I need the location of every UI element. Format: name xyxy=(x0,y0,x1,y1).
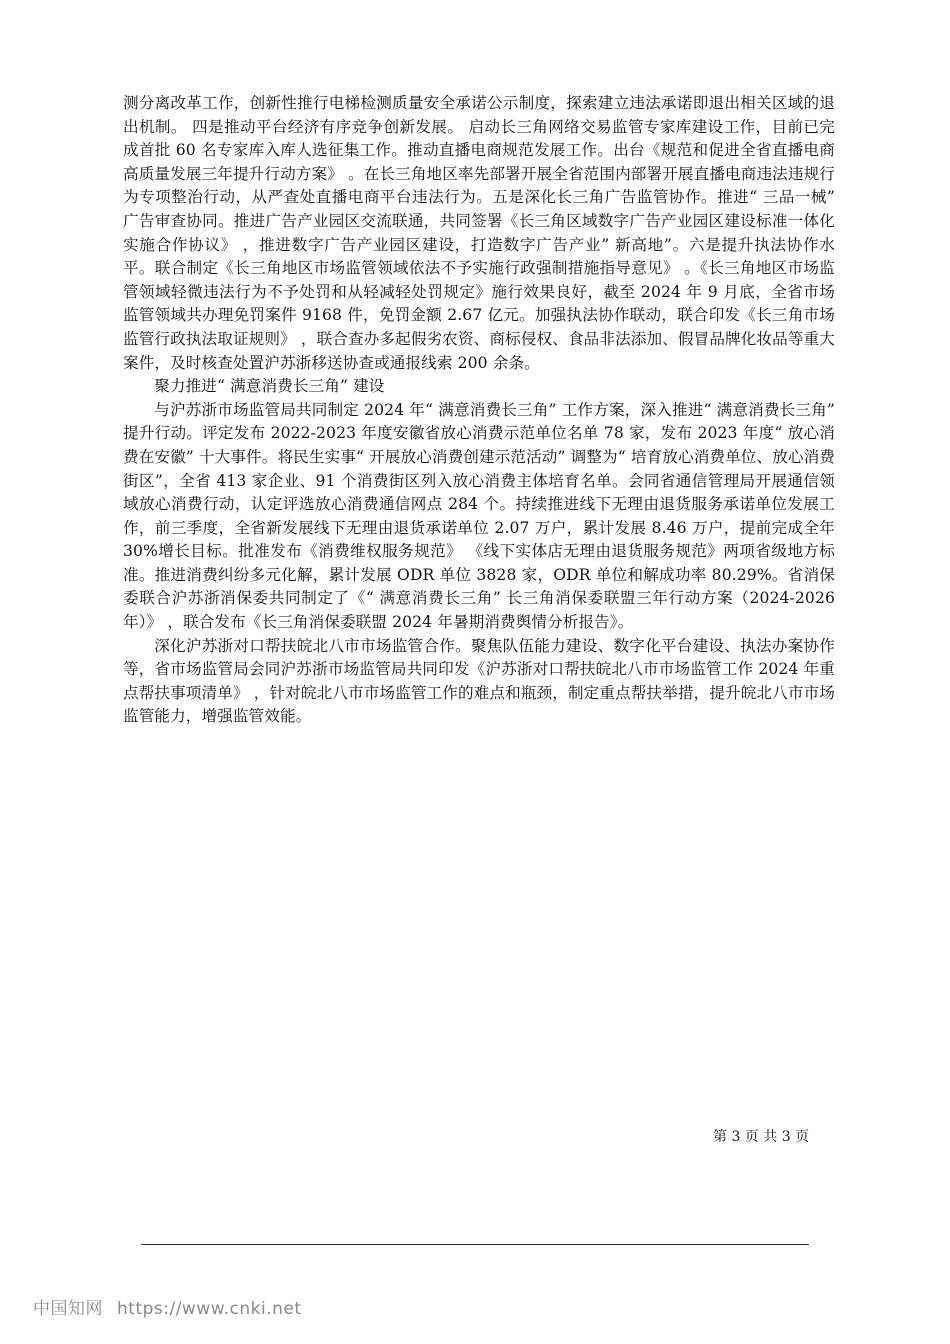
footer-divider xyxy=(141,1244,809,1245)
brand-name: 中国知网 xyxy=(33,1299,103,1319)
body-text xyxy=(123,92,835,729)
site-url[interactable]: https://www.cnki.net xyxy=(117,1299,302,1319)
paragraph: 与沪苏浙市场监管局共同制定 2024 年“ 满意消费长三角” 工作方案，深入推进“ 满意消费长三角” 提升行动。评定发布 2022-2023 年度安徽省放心消费示范单位名单 78 家，发布 2023 年度“ 放心消费在安徽” 十大事件。将民生实事“ 开展放心消费创建示范活动” 调整为“ 培育放心消费单位、放心消费街区”，全省 413 家企业、91 个消费街区列入放心消费主体培育名单。会同省通信管理局开展通信领域放心消费行动，认定评选放心消费通信网点 284 个。持续推进线下无理由退货服务承诺单位发展工作，前三季度，全省新发展线下无理由退货承诺单位 2.07 万户，累计发展 8.46 万户，提前完成全年 30%增长目标。批准发布《消费维权服务规范》 《线下实体店无理由退货服务规范》两项省级地方标准。推进消费纠纷多元化解，累计发展 ODR 单位 3828 家，ODR 单位和解成功率 80.29%。省消保委联合沪苏浙消保委共同制定了《“ 满意消费长三角” 长三角消保委联盟三年行动方案（2024-2026 年）》 ，联合发布《长三角消保委联盟 2024 年暑期消费舆情分析报告》。 xyxy=(123,400,835,632)
footer-watermark xyxy=(33,1294,301,1319)
paragraph: 测分离改革工作，创新性推行电梯检测质量安全承诺公示制度，探索建立违法承诺即退出相关区域的退出机制。 四是推动平台经济有序竞争创新发展。 启动长三角网络交易监管专家库建设工作，目前已完成首批 60 名专家库入库人选征集工作。推动直播电商规范发展工作。出台《规范和促进全省直播电商高质量发展三年提升行动方案》 。在长三角地区率先部署开展全省范围内部署开展直播电商违法违规行为专项整治行动，从严查处直播电商平台违法行为。五是深化长三角广告监管协作。推进“ 三品一械” 广告审查协同。推进广告产业园区交流联通，共同签署《长三角区域数字广告产业园区建设标准一体化实施合作协议》 ，推进数字广告产业园区建设，打造数字广告产业” 新高地”。六是提升执法协作水平。联合制定《长三角地区市场监管领域依法不予实施行政强制措施指导意见》 。《长三角地区市场监管领域轻微违法行为不予处罚和从轻减轻处罚规定》施行效果良好，截至 2024 年 9 月底，全省市场监管领域共办理免罚案件 9168 件，免罚金额 2.67 亿元。加强执法协作联动，联合印发《长三角市场监管行政执法取证规则》 ，联合查办多起假劣农资、商标侵权、食品非法添加、假冒品牌化妆品等重大案件，及时核查处置沪苏浙移送协查或通报线索 200 余条。 xyxy=(123,94,835,372)
paragraph: 深化沪苏浙对口帮扶皖北八市市场监管合作。聚焦队伍能力建设、数字化平台建设、执法办案协作等，省市场监管局会同沪苏浙市场监管局共同印发《沪苏浙对口帮扶皖北八市市场监管工作 2024 年重点帮扶事项清单》 ，针对皖北八市市场监管工作的难点和瓶颈，制定重点帮扶举措，提升皖北八市市场监管能力，增强监管效能。 xyxy=(123,636,835,726)
page-number: 第 3 页 共 3 页 xyxy=(713,1129,810,1145)
section-heading: 聚力推进“ 满意消费长三角” 建设 xyxy=(154,377,385,396)
